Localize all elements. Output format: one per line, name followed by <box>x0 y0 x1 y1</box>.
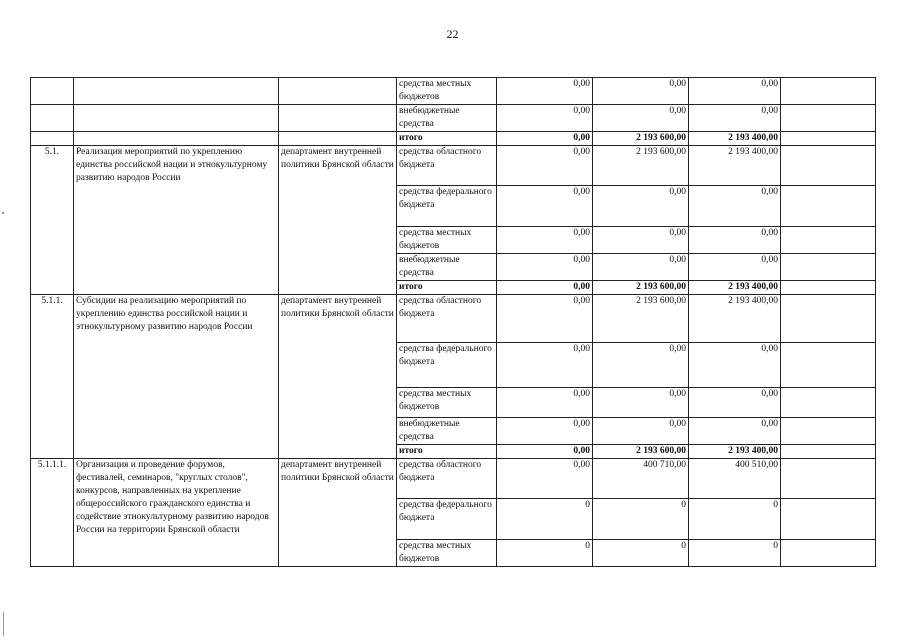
blank-cell <box>781 105 876 132</box>
amount-cell-3: 0,00 <box>689 227 781 254</box>
measure-name-cell: Субсидии на реализацию мероприятий по укреплению единства российской нации и этнокультурному развитию народов России <box>74 295 279 459</box>
code-cell <box>31 78 74 105</box>
amount-cell-2: 0 <box>593 540 689 567</box>
amount-cell-1: 0,00 <box>497 186 593 227</box>
amount-cell-1: 0,00 <box>497 281 593 295</box>
amount-cell-3: 0,00 <box>689 343 781 388</box>
funding-source-cell: средства местных бюджетов <box>397 78 497 105</box>
blank-cell <box>781 343 876 388</box>
funding-source-cell: средства федерального бюджета <box>397 186 497 227</box>
amount-cell-2: 0,00 <box>593 388 689 418</box>
amount-cell-2: 0,00 <box>593 227 689 254</box>
department-cell <box>279 132 397 146</box>
measure-name-cell <box>74 132 279 146</box>
blank-cell <box>781 499 876 540</box>
amount-cell-2: 0,00 <box>593 105 689 132</box>
amount-cell-2: 2 193 600,00 <box>593 132 689 146</box>
amount-cell-2: 0,00 <box>593 254 689 281</box>
funding-source-cell: внебюджетные средства <box>397 254 497 281</box>
amount-cell-3: 0,00 <box>689 105 781 132</box>
funding-source-cell: средства областного бюджета <box>397 459 497 499</box>
amount-cell-1: 0,00 <box>497 132 593 146</box>
amount-cell-2: 0,00 <box>593 343 689 388</box>
department-cell <box>279 105 397 132</box>
measure-name-cell <box>74 78 279 105</box>
amount-cell-1: 0 <box>497 540 593 567</box>
department-cell: департамент внутренней политики Брянской области <box>279 459 397 567</box>
funding-source-cell: средства местных бюджетов <box>397 227 497 254</box>
amount-cell-3: 2 193 400,00 <box>689 281 781 295</box>
amount-cell-2: 2 193 600,00 <box>593 295 689 343</box>
table-row <box>31 295 876 343</box>
funding-source-cell: итого <box>397 132 497 146</box>
blank-cell <box>781 254 876 281</box>
scan-artifact <box>2 212 4 214</box>
code-cell: 5.1. <box>31 146 74 295</box>
blank-cell <box>781 295 876 343</box>
blank-cell <box>781 459 876 499</box>
funding-source-cell: внебюджетные средства <box>397 105 497 132</box>
amount-cell-1: 0,00 <box>497 459 593 499</box>
blank-cell <box>781 146 876 186</box>
amount-cell-2: 0,00 <box>593 186 689 227</box>
amount-cell-2: 2 193 600,00 <box>593 445 689 459</box>
table-row <box>31 146 876 186</box>
blank-cell <box>781 132 876 146</box>
amount-cell-1: 0,00 <box>497 295 593 343</box>
amount-cell-2: 2 193 600,00 <box>593 146 689 186</box>
funding-source-cell: внебюджетные средства <box>397 418 497 445</box>
amount-cell-1: 0,00 <box>497 445 593 459</box>
page-number: 22 <box>446 27 459 41</box>
department-cell <box>279 78 397 105</box>
department-cell: департамент внутренней политики Брянской области <box>279 295 397 459</box>
amount-cell-1: 0,00 <box>497 254 593 281</box>
amount-cell-2: 0,00 <box>593 78 689 105</box>
blank-cell <box>781 388 876 418</box>
measure-name-cell: Реализация мероприятий по укреплению единства российской нации и этнокультурному развитию народов России <box>74 146 279 295</box>
amount-cell-1: 0 <box>497 499 593 540</box>
amount-cell-1: 0,00 <box>497 388 593 418</box>
amount-cell-3: 0 <box>689 499 781 540</box>
amount-cell-1: 0,00 <box>497 105 593 132</box>
scan-artifact <box>3 612 4 636</box>
blank-cell <box>781 418 876 445</box>
blank-cell <box>781 78 876 105</box>
amount-cell-1: 0,00 <box>497 78 593 105</box>
amount-cell-2: 0,00 <box>593 418 689 445</box>
amount-cell-2: 400 710,00 <box>593 459 689 499</box>
blank-cell <box>781 227 876 254</box>
measure-name-cell: Организация и проведение форумов, фестивалей, семинаров, "круглых столов", конкурсов, направленных на укрепление общероссийского гражданского единства и содействие этнокультурному развитию народов России на территории Брянской области <box>74 459 279 567</box>
funding-source-cell: средства областного бюджета <box>397 146 497 186</box>
amount-cell-3: 2 193 400,00 <box>689 445 781 459</box>
blank-cell <box>781 281 876 295</box>
amount-cell-2: 2 193 600,00 <box>593 281 689 295</box>
blank-cell <box>781 540 876 567</box>
amount-cell-3: 2 193 400,00 <box>689 132 781 146</box>
amount-cell-2: 0 <box>593 499 689 540</box>
funding-source-cell: средства местных бюджетов <box>397 540 497 567</box>
amount-cell-3: 0,00 <box>689 186 781 227</box>
amount-cell-3: 0,00 <box>689 388 781 418</box>
amount-cell-3: 400 510,00 <box>689 459 781 499</box>
amount-cell-1: 0,00 <box>497 418 593 445</box>
code-cell: 5.1.1. <box>31 295 74 459</box>
amount-cell-1: 0,00 <box>497 343 593 388</box>
funding-source-cell: средства местных бюджетов <box>397 388 497 418</box>
funding-source-cell: средства федерального бюджета <box>397 499 497 540</box>
table-row <box>31 78 876 105</box>
code-cell: 5.1.1.1. <box>31 459 74 567</box>
funding-source-cell: средства областного бюджета <box>397 295 497 343</box>
funding-source-cell: средства федерального бюджета <box>397 343 497 388</box>
blank-cell <box>781 445 876 459</box>
budget-table <box>30 77 876 567</box>
amount-cell-3: 2 193 400,00 <box>689 295 781 343</box>
measure-name-cell <box>74 105 279 132</box>
amount-cell-3: 0,00 <box>689 78 781 105</box>
code-cell <box>31 132 74 146</box>
funding-source-cell: итого <box>397 281 497 295</box>
funding-source-cell: итого <box>397 445 497 459</box>
amount-cell-1: 0,00 <box>497 146 593 186</box>
code-cell <box>31 105 74 132</box>
table-total-row <box>31 132 876 146</box>
amount-cell-1: 0,00 <box>497 227 593 254</box>
amount-cell-3: 2 193 400,00 <box>689 146 781 186</box>
department-cell: департамент внутренней политики Брянской области <box>279 146 397 295</box>
amount-cell-3: 0,00 <box>689 254 781 281</box>
table-row <box>31 459 876 499</box>
blank-cell <box>781 186 876 227</box>
table-row <box>31 105 876 132</box>
amount-cell-3: 0 <box>689 540 781 567</box>
amount-cell-3: 0,00 <box>689 418 781 445</box>
